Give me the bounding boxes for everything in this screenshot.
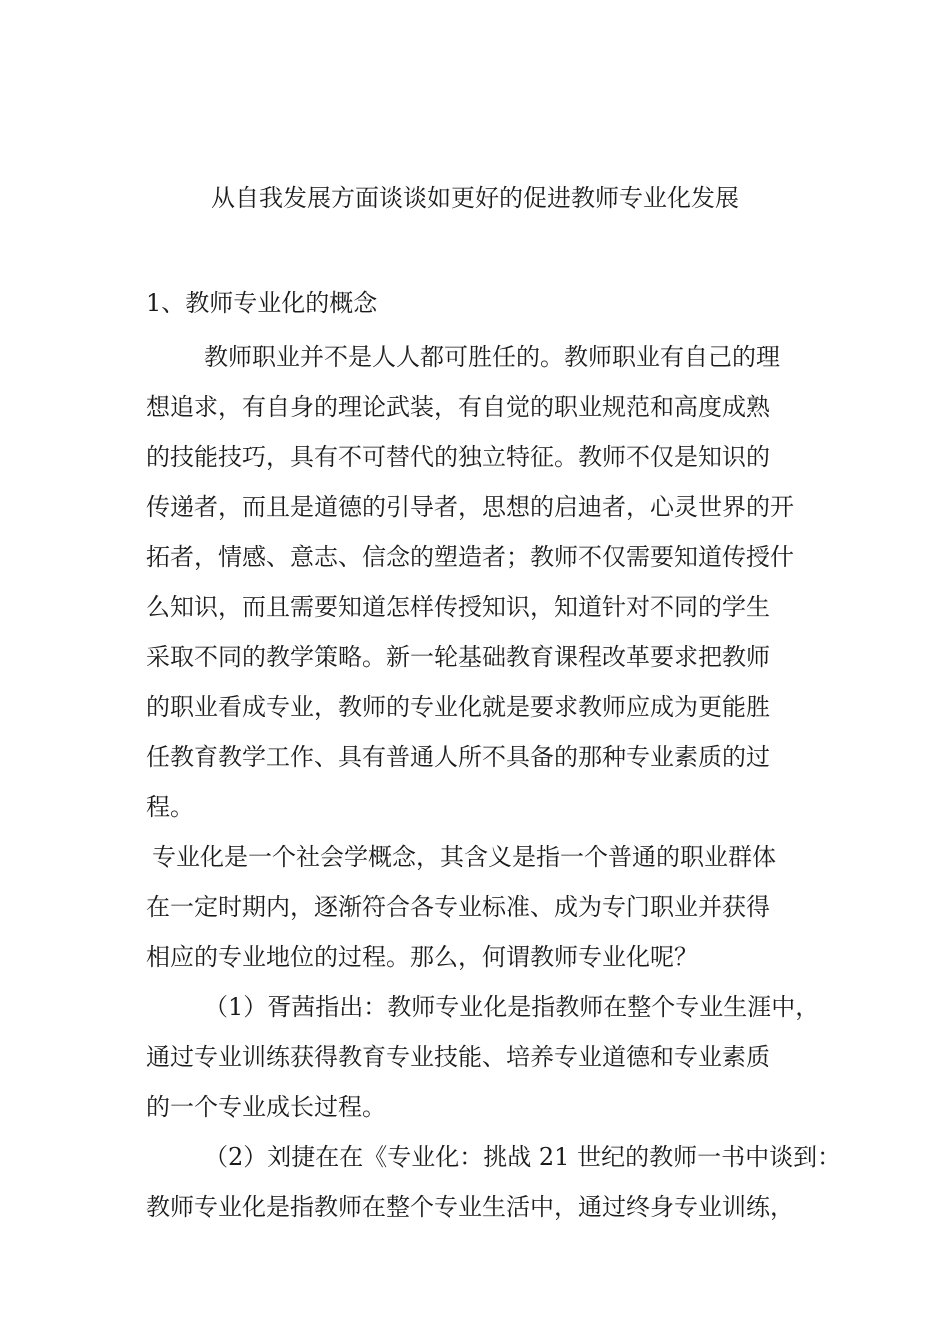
paragraph-definition-2 — [146, 1132, 842, 1232]
paragraph-professionalization-concept — [146, 832, 811, 982]
document-title: 从自我发展方面谈谈如更好的促进教师专业化发展 — [211, 184, 739, 212]
paragraph-line: 拓者，情感、意志、信念的塑造者；教师不仅需要知道传授什 — [146, 543, 794, 571]
paragraph-line: （1）胥茜指出：教师专业化是指教师在整个专业生涯中， — [204, 993, 820, 1021]
paragraph-line: 的一个专业成长过程。 — [146, 1093, 386, 1121]
paragraph-line: 想追求，有自身的理论武装，有自觉的职业规范和高度成熟 — [146, 393, 770, 421]
paragraph-line: 教师专业化是指教师在整个专业生活中，通过终身专业训练， — [146, 1193, 794, 1221]
paragraph-line: 任教育教学工作、具有普通人所不具备的那种专业素质的过 — [146, 743, 770, 771]
document-body — [146, 332, 842, 1232]
paragraph-line: 通过专业训练获得教育专业技能、培养专业道德和专业素质 — [146, 1043, 770, 1071]
paragraph-line: 相应的专业地位的过程。那么，何谓教师专业化呢？ — [146, 943, 698, 971]
paragraph-line: 的技能技巧，具有不可替代的独立特征。教师不仅是知识的 — [146, 443, 770, 471]
section-heading: 1、教师专业化的概念 — [146, 289, 378, 317]
paragraph-line: 在一定时期内，逐渐符合各专业标准、成为专门职业并获得 — [146, 893, 770, 921]
paragraph-line: 传递者，而且是道德的引导者，思想的启迪者，心灵世界的开 — [146, 493, 794, 521]
paragraph-line: 采取不同的教学策略。新一轮基础教育课程改革要求把教师 — [146, 643, 770, 671]
paragraph-line: 么知识，而且需要知道怎样传授知识，知道针对不同的学生 — [146, 593, 770, 621]
paragraph-line: 教师职业并不是人人都可胜任的。教师职业有自己的理 — [204, 343, 780, 371]
paragraph-line: 程。 — [146, 793, 194, 821]
paragraph-definition-1 — [146, 982, 820, 1132]
paragraph-line: 专业化是一个社会学概念，其含义是指一个普通的职业群体 — [152, 843, 776, 871]
paragraph-line: （2）刘捷在在《专业化：挑战 21 世纪的教师一书中谈到： — [204, 1143, 842, 1171]
paragraph-teacher-profession — [146, 332, 811, 832]
paragraph-line: 的职业看成专业，教师的专业化就是要求教师应成为更能胜 — [146, 693, 770, 721]
